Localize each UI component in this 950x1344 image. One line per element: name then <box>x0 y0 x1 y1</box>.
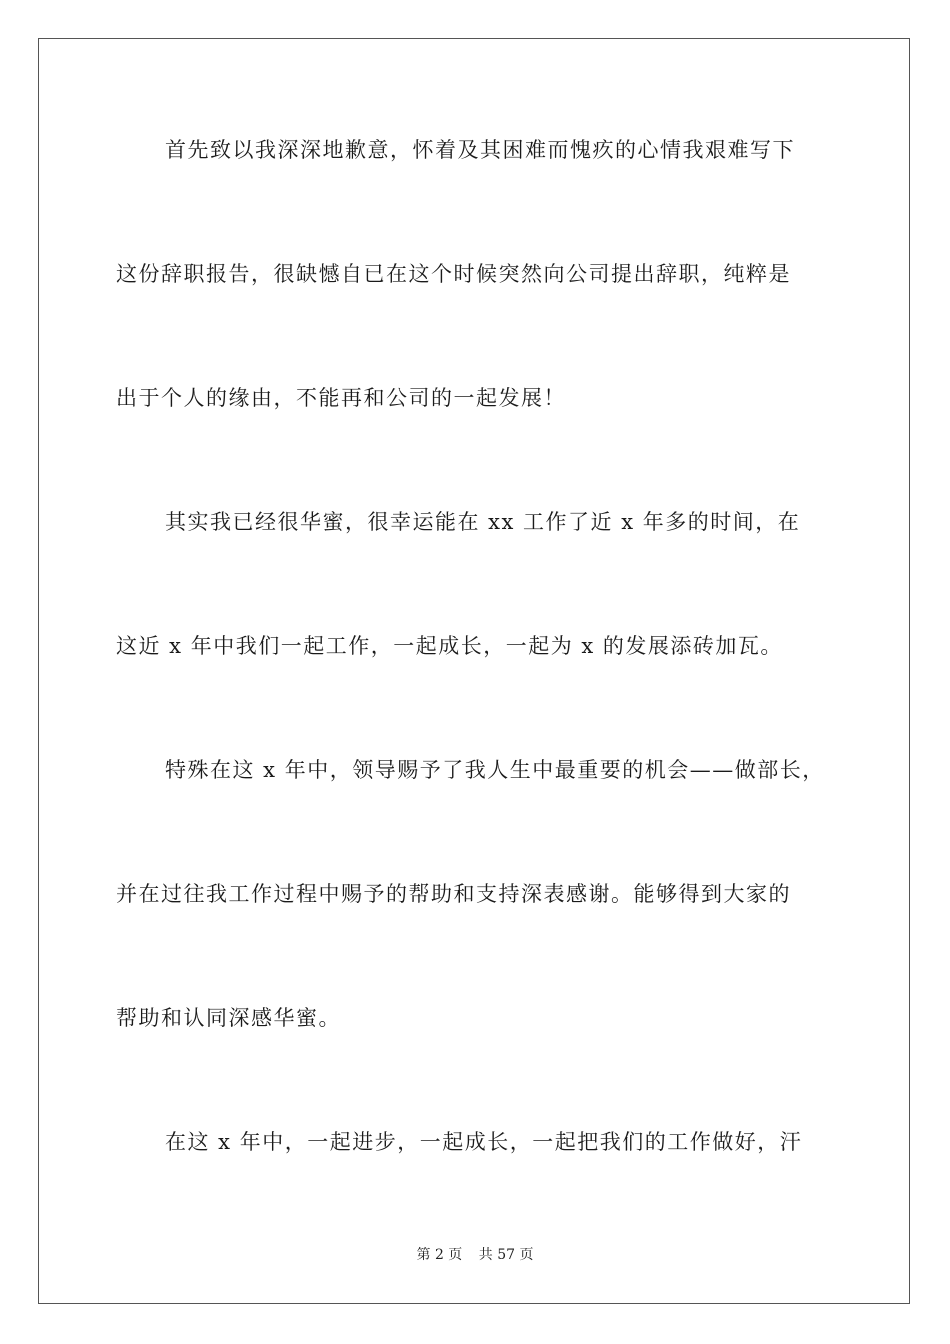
paragraph-1-line-2: 这份辞职报告，很缺憾自已在这个时候突然向公司提出辞职，纯粹是 <box>116 262 791 286</box>
page-number-current: 第 2 页 <box>416 1247 463 1263</box>
paragraph-3-line-3: 帮助和认同深感华蜜。 <box>116 1006 341 1030</box>
paragraph-3-line-2: 并在过往我工作过程中赐予的帮助和支持深表感谢。能够得到大家的 <box>116 882 791 906</box>
page-border <box>38 38 910 1304</box>
paragraph-3-line-1: 特殊在这 x 年中，领导赐予了我人生中最重要的机会——做部长， <box>165 758 825 782</box>
paragraph-2-line-1: 其实我已经很华蜜，很幸运能在 xx 工作了近 x 年多的时间，在 <box>165 510 801 534</box>
paragraph-1-line-3: 出于个人的缘由，不能再和公司的一起发展！ <box>116 386 566 410</box>
paragraph-1-line-1: 首先致以我深深地歉意，怀着及其困难而愧疚的心情我艰难写下 <box>165 138 795 162</box>
paragraph-2-line-2: 这近 x 年中我们一起工作，一起成长，一起为 x 的发展添砖加瓦。 <box>116 634 783 658</box>
page-footer <box>0 1246 950 1264</box>
page-number-total: 共 57 页 <box>478 1247 534 1263</box>
paragraph-4-line-1: 在这 x 年中，一起进步，一起成长，一起把我们的工作做好，汗 <box>165 1130 803 1154</box>
